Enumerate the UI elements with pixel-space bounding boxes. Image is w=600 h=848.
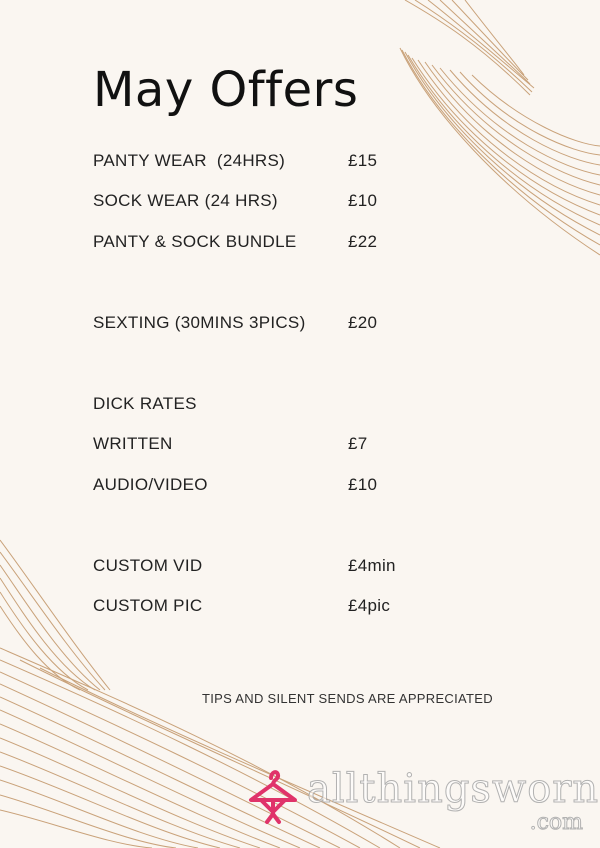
item-label: AUDIO/VIDEO [93, 475, 208, 494]
item-label: SEXTING (30MINS 3PICS) [93, 313, 306, 332]
item-price: £15 [348, 151, 378, 170]
item-price: £20 [348, 313, 378, 332]
item-price: £4pic [348, 596, 391, 615]
hanger-icon [245, 764, 301, 828]
item-label: CUSTOM PIC [93, 596, 203, 615]
list-item [93, 475, 513, 499]
footer-text: TIPS AND SILENT SENDS ARE APPRECIATED [202, 691, 493, 706]
list-item [93, 232, 513, 256]
item-label: PANTY WEAR (24HRS) [93, 151, 286, 170]
list-item [93, 313, 513, 337]
item-label: CUSTOM VID [93, 556, 203, 575]
list-item [93, 434, 513, 458]
item-price: £22 [348, 232, 378, 251]
item-price: £4min [348, 556, 396, 575]
item-label: DICK RATES [93, 394, 197, 413]
item-label: PANTY & SOCK BUNDLE [93, 232, 297, 251]
watermark-logo [245, 760, 600, 840]
list-item [93, 191, 513, 215]
watermark-domain: .com [529, 810, 583, 835]
list-item [93, 596, 513, 620]
list-item [93, 556, 513, 580]
item-label: WRITTEN [93, 434, 173, 453]
list-item [93, 151, 513, 175]
item-price: £10 [348, 475, 378, 494]
page-title: May Offers [93, 62, 359, 118]
item-price: £7 [348, 434, 368, 453]
item-price: £10 [348, 191, 378, 210]
item-label: SOCK WEAR (24 HRS) [93, 191, 278, 210]
watermark-name: allthingsworn [307, 766, 600, 812]
section-heading [93, 394, 513, 418]
